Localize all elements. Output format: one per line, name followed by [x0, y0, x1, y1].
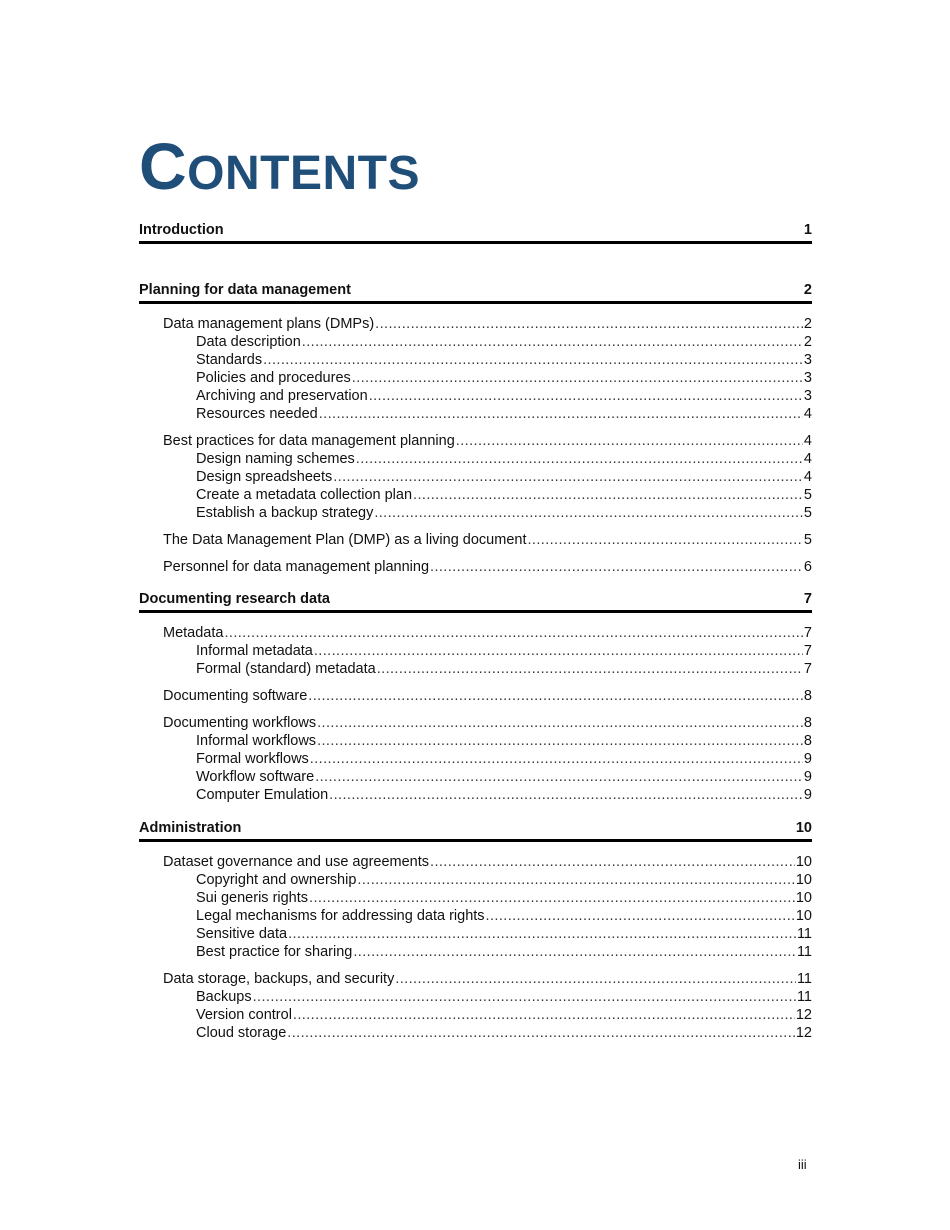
toc-subsection-entry[interactable] — [139, 750, 812, 768]
entry-title: Workflow software — [196, 769, 315, 785]
dot-leader — [333, 468, 803, 486]
dot-leader — [314, 642, 803, 660]
chapter-page-number: 2 — [803, 282, 812, 298]
entry-title: Data description — [196, 334, 301, 350]
dot-leader — [293, 1006, 795, 1024]
chapter-heading[interactable] — [139, 281, 812, 299]
dot-leader — [288, 925, 796, 943]
toc-section-entry[interactable] — [139, 970, 812, 988]
entry-title: Best practices for data management planning — [163, 433, 455, 449]
entry-title: Data storage, backups, and security — [163, 971, 395, 987]
dot-leader — [374, 504, 803, 522]
toc-subsection-entry[interactable] — [139, 871, 812, 889]
entry-page-number: 11 — [796, 989, 812, 1005]
toc-chapter — [139, 819, 812, 1051]
toc-chapter — [139, 221, 812, 244]
entry-title: Establish a backup strategy — [196, 505, 374, 521]
dot-leader — [395, 970, 796, 988]
dot-leader — [357, 871, 794, 889]
dot-leader — [302, 333, 803, 351]
dot-leader — [315, 768, 803, 786]
dot-leader — [353, 943, 796, 961]
entry-title: Sui generis rights — [196, 890, 309, 906]
toc-subsection-entry[interactable] — [139, 988, 812, 1006]
dot-leader — [430, 853, 795, 871]
entry-title: Design spreadsheets — [196, 469, 333, 485]
entry-page-number: 2 — [803, 334, 812, 350]
dot-leader — [224, 624, 802, 642]
entry-page-number: 7 — [803, 643, 812, 659]
toc-group — [139, 714, 812, 804]
toc-section-entry[interactable] — [139, 853, 812, 871]
chapter-entries — [139, 842, 812, 1042]
entry-page-number: 2 — [803, 316, 812, 332]
toc-subsection-entry[interactable] — [139, 943, 812, 961]
dot-leader — [377, 660, 803, 678]
entry-page-number: 12 — [795, 1025, 812, 1041]
entry-title: Archiving and preservation — [196, 388, 368, 404]
dot-leader — [317, 732, 803, 750]
entry-title: Formal workflows — [196, 751, 309, 767]
entry-title: Computer Emulation — [196, 787, 329, 803]
chapter-heading[interactable] — [139, 221, 812, 239]
entry-title: Resources needed — [196, 406, 318, 422]
toc-subsection-entry[interactable] — [139, 450, 812, 468]
toc-section-entry[interactable] — [139, 432, 812, 450]
page-title-rest: ONTENTS — [187, 147, 421, 200]
entry-page-number: 4 — [803, 451, 812, 467]
dot-leader — [319, 405, 803, 423]
dot-leader — [263, 351, 803, 369]
toc-section-entry[interactable] — [139, 687, 812, 705]
toc-group — [139, 558, 812, 576]
toc-section-entry[interactable] — [139, 315, 812, 333]
toc-subsection-entry[interactable] — [139, 889, 812, 907]
entry-title: Backups — [196, 989, 252, 1005]
toc-subsection-entry[interactable] — [139, 405, 812, 423]
entry-page-number: 9 — [803, 769, 812, 785]
dot-leader — [310, 750, 803, 768]
toc-subsection-entry[interactable] — [139, 660, 812, 678]
entry-title: Standards — [196, 352, 263, 368]
page-title-initial: C — [139, 129, 188, 203]
entry-title: Metadata — [163, 625, 224, 641]
entry-page-number: 7 — [803, 625, 812, 641]
toc-subsection-entry[interactable] — [139, 1006, 812, 1024]
page-title — [139, 129, 421, 207]
chapter-title: Planning for data management — [139, 282, 351, 298]
entry-title: Formal (standard) metadata — [196, 661, 376, 677]
entry-page-number: 4 — [803, 406, 812, 422]
entry-page-number: 8 — [803, 733, 812, 749]
entry-page-number: 11 — [796, 944, 812, 960]
chapter-divider — [139, 241, 812, 244]
chapter-heading[interactable] — [139, 819, 812, 837]
entry-page-number: 12 — [795, 1007, 812, 1023]
entry-title: Policies and procedures — [196, 370, 351, 386]
toc-group — [139, 853, 812, 961]
entry-page-number: 3 — [803, 388, 812, 404]
chapter-entries — [139, 304, 812, 576]
chapter-title: Administration — [139, 820, 242, 836]
chapter-heading[interactable] — [139, 590, 812, 608]
chapter-title: Introduction — [139, 222, 224, 238]
entry-page-number: 9 — [803, 787, 812, 803]
dot-leader — [356, 450, 803, 468]
entry-page-number: 10 — [795, 908, 812, 924]
toc-group — [139, 315, 812, 423]
toc-subsection-entry[interactable] — [139, 387, 812, 405]
toc-subsection-entry[interactable] — [139, 369, 812, 387]
toc-group — [139, 624, 812, 678]
toc-subsection-entry[interactable] — [139, 351, 812, 369]
entry-page-number: 11 — [796, 926, 812, 942]
dot-leader — [375, 315, 803, 333]
toc-subsection-entry[interactable] — [139, 642, 812, 660]
entry-title: Informal workflows — [196, 733, 317, 749]
toc-section-entry[interactable] — [139, 624, 812, 642]
entry-page-number: 10 — [795, 872, 812, 888]
page-number: iii — [798, 1157, 807, 1172]
toc-subsection-entry[interactable] — [139, 333, 812, 351]
dot-leader — [329, 786, 803, 804]
entry-title: Legal mechanisms for addressing data rights — [196, 908, 485, 924]
dot-leader — [413, 486, 803, 504]
toc-subsection-entry[interactable] — [139, 907, 812, 925]
toc-section-entry[interactable] — [139, 558, 812, 576]
entry-title: Personnel for data management planning — [163, 559, 430, 575]
toc-subsection-entry[interactable] — [139, 468, 812, 486]
toc-section-entry[interactable] — [139, 714, 812, 732]
toc-chapter — [139, 281, 812, 585]
entry-page-number: 5 — [803, 532, 812, 548]
toc-subsection-entry[interactable] — [139, 504, 812, 522]
entry-title: Data management plans (DMPs) — [163, 316, 375, 332]
toc-subsection-entry[interactable] — [139, 486, 812, 504]
entry-title: Sensitive data — [196, 926, 288, 942]
entry-title: Documenting software — [163, 688, 308, 704]
chapter-page-number: 1 — [803, 222, 812, 238]
toc-subsection-entry[interactable] — [139, 1024, 812, 1042]
entry-title: Dataset governance and use agreements — [163, 854, 430, 870]
toc-section-entry[interactable] — [139, 531, 812, 549]
dot-leader — [430, 558, 803, 576]
dot-leader — [309, 889, 795, 907]
chapter-page-number: 10 — [795, 820, 812, 836]
toc-subsection-entry[interactable] — [139, 732, 812, 750]
entry-title: Best practice for sharing — [196, 944, 353, 960]
entry-page-number: 8 — [803, 688, 812, 704]
toc-subsection-entry[interactable] — [139, 768, 812, 786]
entry-title: Documenting workflows — [163, 715, 317, 731]
entry-page-number: 10 — [795, 890, 812, 906]
entry-title: Copyright and ownership — [196, 872, 357, 888]
toc-group — [139, 970, 812, 1042]
toc-subsection-entry[interactable] — [139, 925, 812, 943]
dot-leader — [308, 687, 803, 705]
toc-group — [139, 687, 812, 705]
dot-leader — [253, 988, 796, 1006]
dot-leader — [486, 907, 795, 925]
entry-page-number: 5 — [803, 487, 812, 503]
entry-page-number: 4 — [803, 433, 812, 449]
entry-page-number: 6 — [803, 559, 812, 575]
entry-page-number: 3 — [803, 370, 812, 386]
toc-group — [139, 432, 812, 522]
chapter-title: Documenting research data — [139, 591, 330, 607]
entry-page-number: 8 — [803, 715, 812, 731]
entry-title: Version control — [196, 1007, 292, 1023]
toc-chapter — [139, 590, 812, 813]
entry-page-number: 9 — [803, 751, 812, 767]
chapter-page-number: 7 — [803, 591, 812, 607]
dot-leader — [317, 714, 803, 732]
entry-title: The Data Management Plan (DMP) as a living document — [163, 532, 527, 548]
entry-title: Design naming schemes — [196, 451, 355, 467]
dot-leader — [456, 432, 803, 450]
entry-page-number: 11 — [796, 971, 812, 987]
entry-page-number: 5 — [803, 505, 812, 521]
entry-title: Create a metadata collection plan — [196, 487, 413, 503]
dot-leader — [352, 369, 803, 387]
chapter-entries — [139, 613, 812, 804]
entry-page-number: 10 — [795, 854, 812, 870]
toc-group — [139, 531, 812, 549]
entry-title: Informal metadata — [196, 643, 313, 659]
entry-title: Cloud storage — [196, 1025, 287, 1041]
entry-page-number: 7 — [803, 661, 812, 677]
dot-leader — [527, 531, 802, 549]
entry-page-number: 3 — [803, 352, 812, 368]
dot-leader — [369, 387, 803, 405]
dot-leader — [287, 1024, 795, 1042]
toc-subsection-entry[interactable] — [139, 786, 812, 804]
entry-page-number: 4 — [803, 469, 812, 485]
